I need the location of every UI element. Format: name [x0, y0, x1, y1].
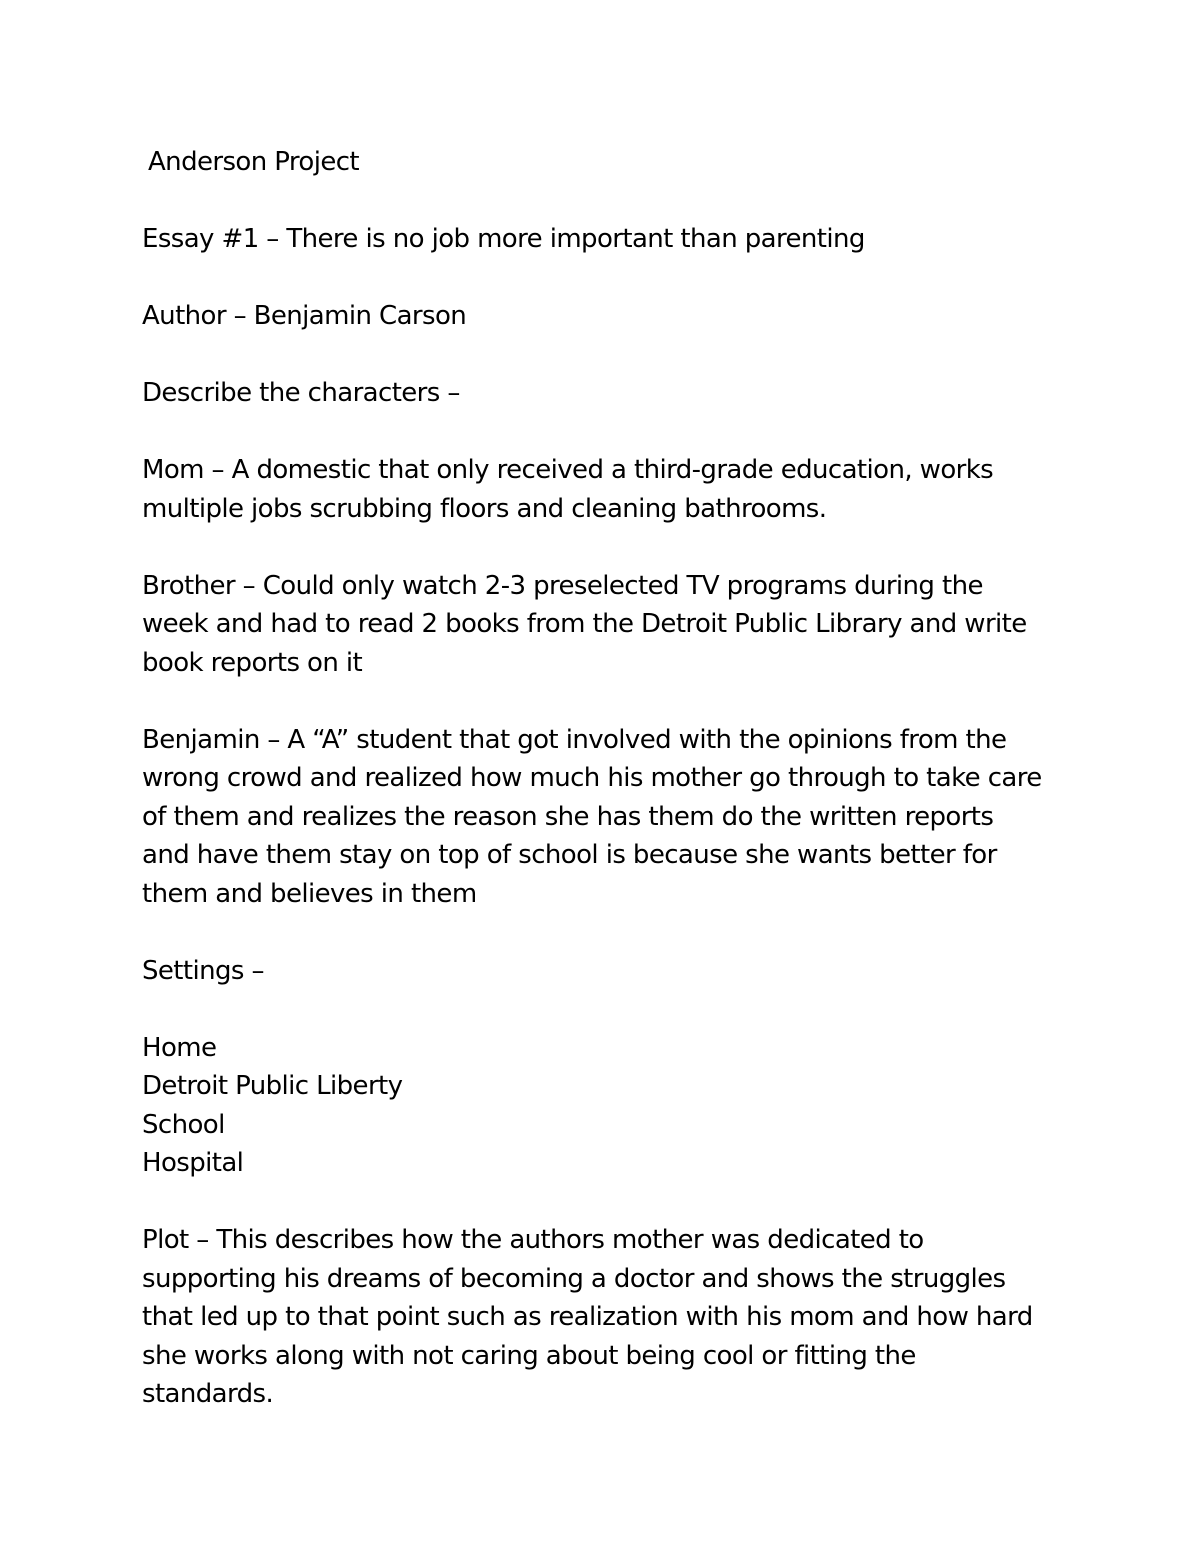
text-line: book reports on it: [142, 647, 363, 678]
list-item: Detroit Public Liberty: [142, 1071, 403, 1101]
text-line: Plot – This describes how the authors mother was dedicated to: [142, 1225, 924, 1255]
characters-heading: Describe the characters –: [142, 378, 460, 408]
text-line: Brother – Could only watch 2-3 preselected TV programs during the: [142, 570, 983, 601]
character-benjamin: [142, 721, 1072, 914]
settings-list: [142, 1029, 1072, 1183]
text-line: of them and realizes the reason she has them do the written reports: [142, 801, 994, 832]
text-line: week and had to read 2 books from the Detroit Public Library and write: [142, 609, 1027, 639]
author-line: Author – Benjamin Carson: [142, 301, 467, 331]
document-title: Anderson Project: [148, 147, 360, 177]
text-line: supporting his dreams of becoming a doctor and shows the struggles: [142, 1263, 1006, 1294]
text-line: Mom – A domestic that only received a third-grade education, works: [142, 455, 994, 485]
settings-heading: Settings –: [142, 955, 264, 986]
plot-paragraph: [142, 1221, 1072, 1414]
text-line: and have them stay on top of school is because she wants better for: [142, 840, 997, 870]
text-line: multiple jobs scrubbing floors and cleaning bathrooms.: [142, 493, 827, 524]
text-line: that led up to that point such as realization with his mom and how hard: [142, 1302, 1033, 1332]
character-mom: [142, 451, 1072, 528]
list-item: Hospital: [142, 1148, 244, 1178]
text-line: she works along with not caring about being cool or fitting the: [142, 1340, 916, 1371]
document-body: [142, 143, 1072, 1452]
text-line: standards.: [142, 1379, 274, 1409]
list-item: Home: [142, 1032, 217, 1063]
list-item: School: [142, 1109, 225, 1140]
text-line: Benjamin – A “A” student that got involved with the opinions from the: [142, 724, 1007, 755]
text-line: them and believes in them: [142, 878, 477, 909]
text-line: wrong crowd and realized how much his mother go through to take care: [142, 763, 1042, 793]
essay-line: Essay #1 – There is no job more important than parenting: [142, 224, 865, 254]
character-brother: [142, 567, 1072, 683]
